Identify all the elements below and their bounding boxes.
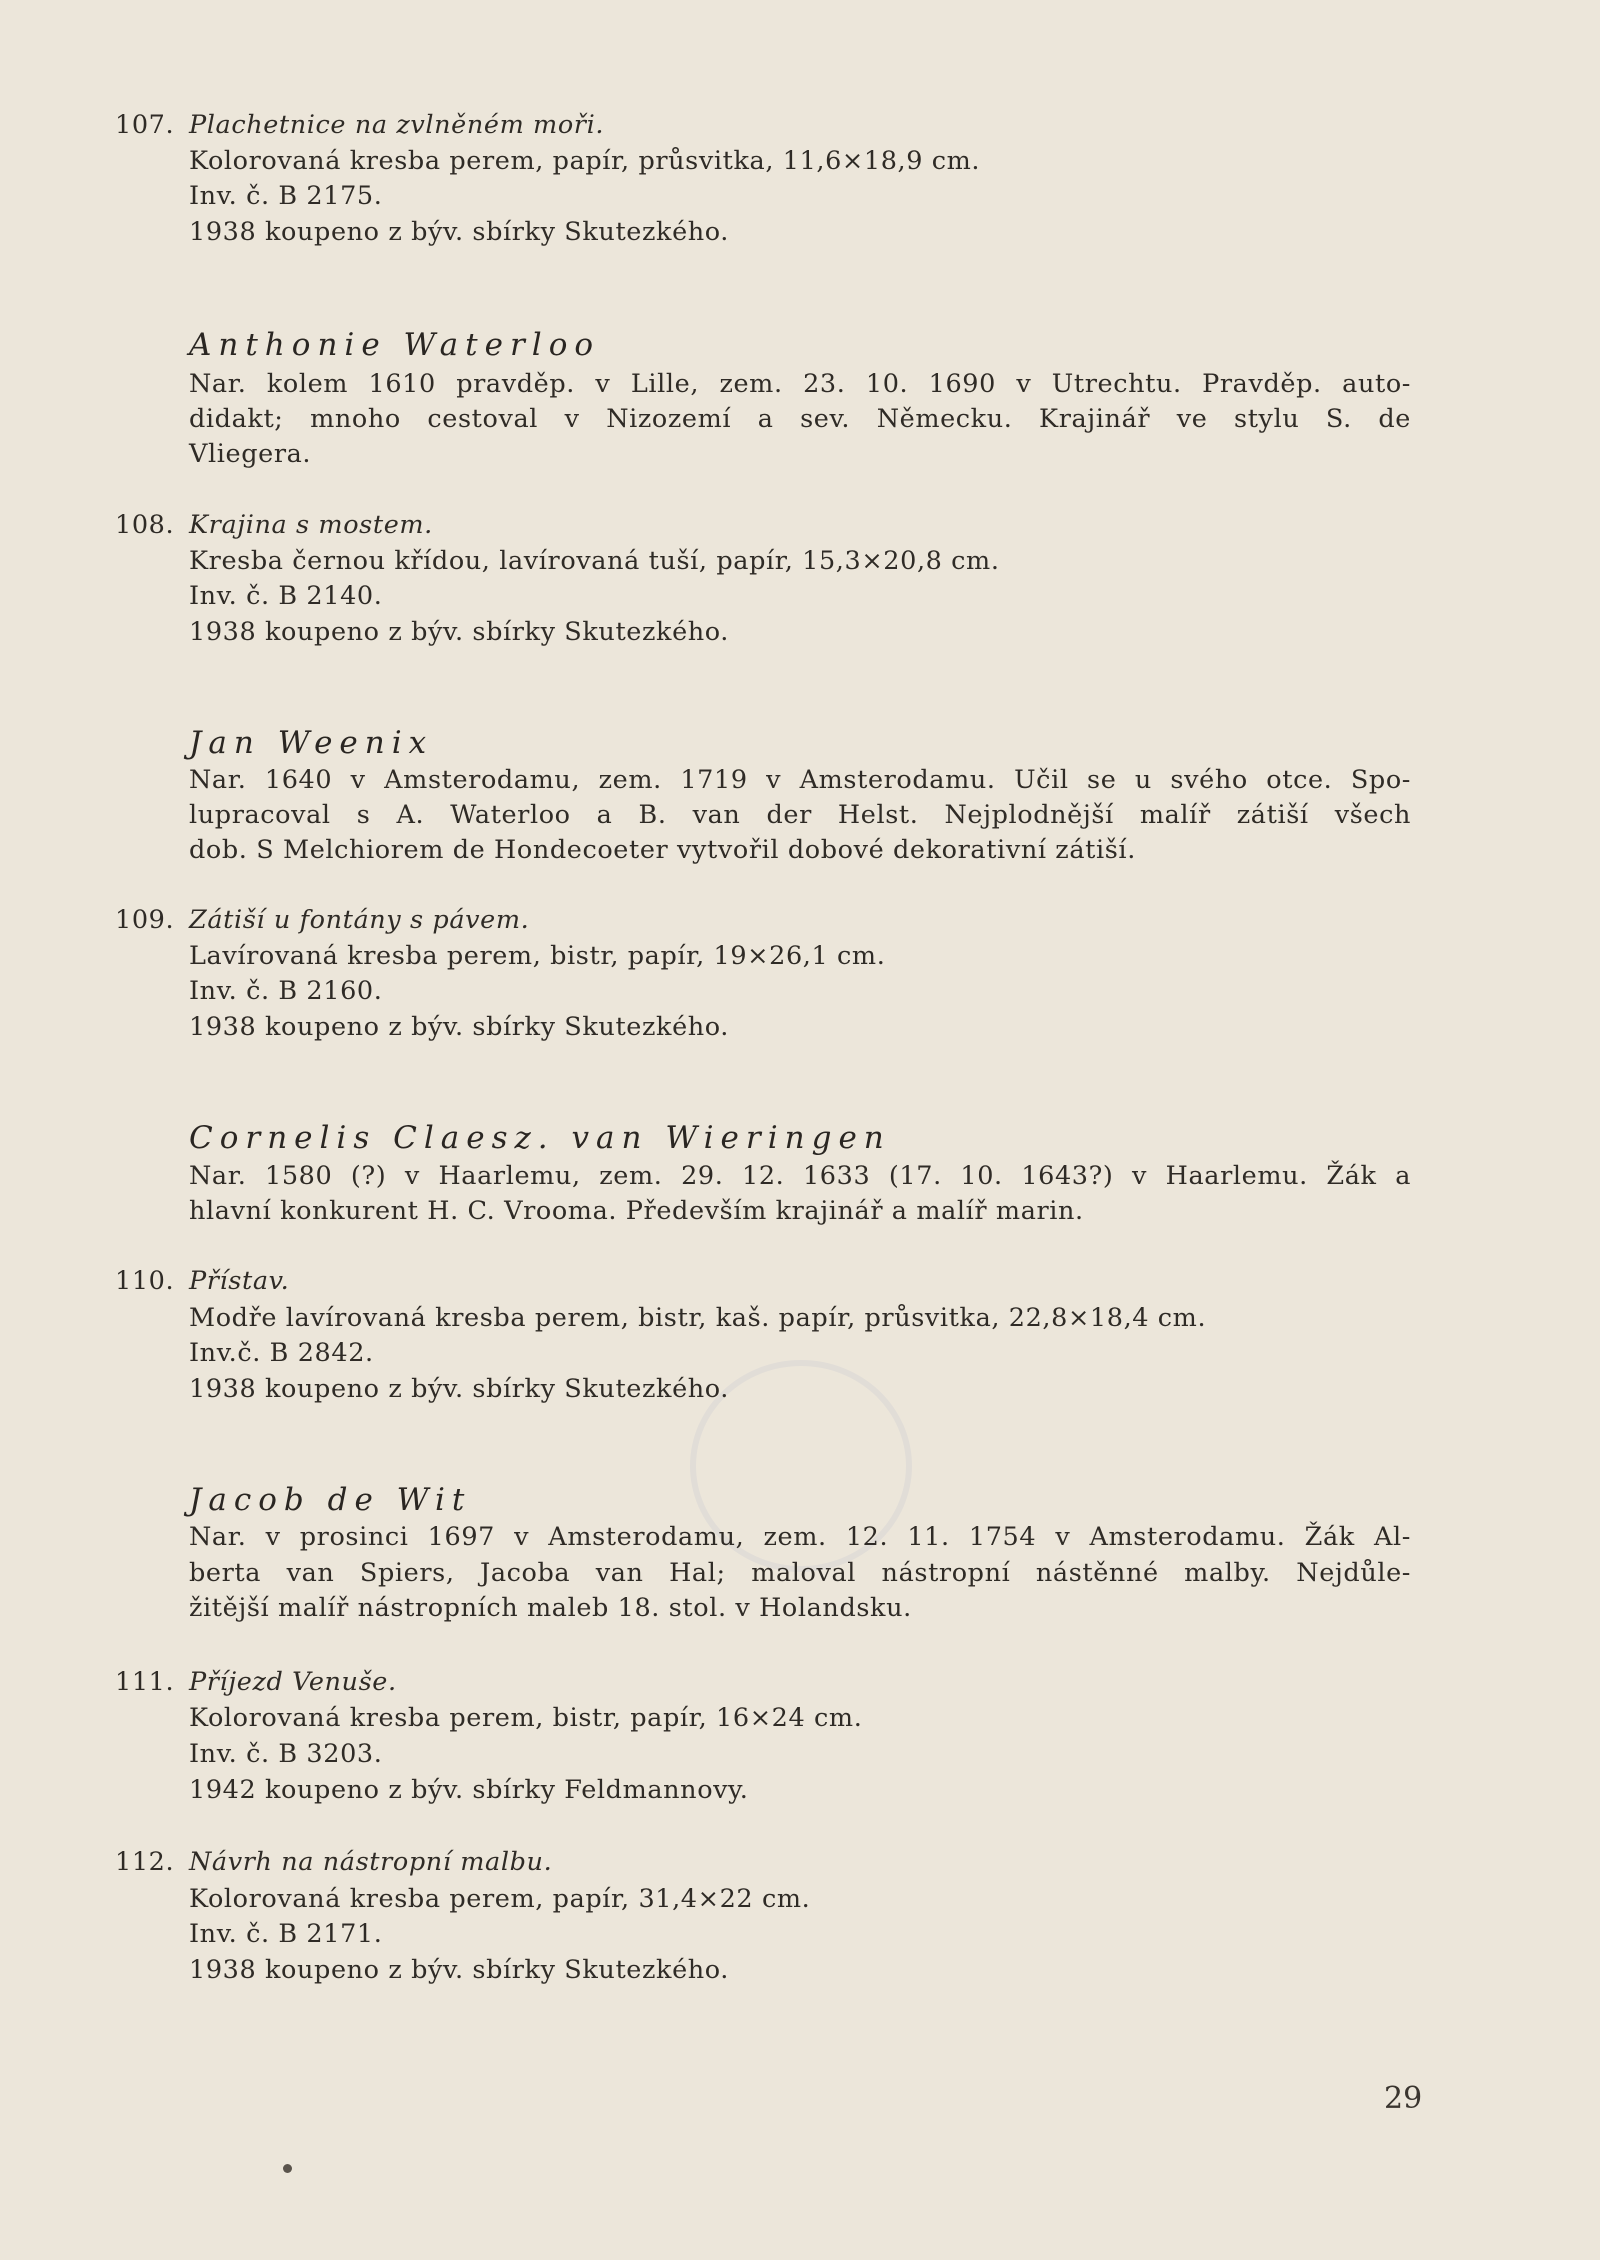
entry-inventory: Inv.č. B 2842.: [189, 1338, 374, 1368]
artist-bio-line: Nar. kolem 1610 pravděp. v Lille, zem. 23. 10. 1690 v Utrechtu. Pravděp. auto-: [189, 369, 1411, 399]
entry-title: Plachetnice na zvlněném moři.: [189, 110, 605, 140]
entry-provenance: 1938 koupeno z býv. sbírky Skutezkého.: [189, 1374, 729, 1404]
entry-title: Zátiší u fontány s pávem.: [189, 905, 530, 935]
entry-number: 108.: [115, 510, 175, 540]
entry-provenance: 1942 koupeno z býv. sbírky Feldmannovy.: [189, 1775, 749, 1805]
entry-number: 110.: [115, 1266, 175, 1296]
artist-bio-line: Nar. 1640 v Amsterodamu, zem. 1719 v Amsterodamu. Učil se u svého otce. Spo-: [189, 765, 1411, 795]
entry-provenance: 1938 koupeno z býv. sbírky Skutezkého.: [189, 617, 729, 647]
entry-provenance: 1938 koupeno z býv. sbírky Skutezkého.: [189, 217, 729, 247]
entry-inventory: Inv. č. B 2160.: [189, 976, 383, 1006]
artist-bio-line: dob. S Melchiorem de Hondecoeter vytvořil dobové dekorativní zátiší.: [189, 835, 1136, 865]
entry-inventory: Inv. č. B 2140.: [189, 581, 383, 611]
artist-bio-line: berta van Spiers, Jacoba van Hal; maloval nástropní nástěnné malby. Nejdůle-: [189, 1558, 1411, 1588]
entry-provenance: 1938 koupeno z býv. sbírky Skutezkého.: [189, 1012, 729, 1042]
entry-medium: Lavírovaná kresba perem, bistr, papír, 19×26,1 cm.: [189, 941, 886, 971]
artist-name: Jacob de Wit: [189, 1482, 472, 1518]
entry-title: Přístav.: [189, 1266, 290, 1296]
entry-title: Krajina s mostem.: [189, 510, 433, 540]
artist-name: Cornelis Claesz. van Wieringen: [189, 1120, 891, 1156]
artist-bio-line: lupracoval s A. Waterloo a B. van der Helst. Nejplodnější malíř zátiší všech: [189, 800, 1411, 830]
entry-number: 109.: [115, 905, 175, 935]
entry-medium: Kolorovaná kresba perem, papír, 31,4×22 cm.: [189, 1884, 811, 1914]
artist-bio-line: Nar. v prosinci 1697 v Amsterodamu, zem. 12. 11. 1754 v Amsterodamu. Žák Al-: [189, 1522, 1411, 1552]
entry-number: 112.: [115, 1847, 175, 1877]
entry-provenance: 1938 koupeno z býv. sbírky Skutezkého.: [189, 1955, 729, 1985]
artist-name: Jan Weenix: [189, 725, 434, 761]
entry-title: Návrh na nástropní malbu.: [189, 1847, 553, 1877]
entry-title: Příjezd Venuše.: [189, 1667, 397, 1697]
entry-number: 111.: [115, 1667, 175, 1697]
entry-inventory: Inv. č. B 2175.: [189, 181, 383, 211]
entry-medium: Kresba černou křídou, lavírovaná tuší, papír, 15,3×20,8 cm.: [189, 546, 1000, 576]
artist-bio-line: Nar. 1580 (?) v Haarlemu, zem. 29. 12. 1633 (17. 10. 1643?) v Haarlemu. Žák a: [189, 1161, 1411, 1191]
entry-inventory: Inv. č. B 2171.: [189, 1919, 383, 1949]
entry-medium: Modře lavírovaná kresba perem, bistr, kaš. papír, průsvitka, 22,8×18,4 cm.: [189, 1303, 1207, 1333]
artist-bio-line: Vliegera.: [189, 439, 312, 469]
artist-name: Anthonie Waterloo: [189, 327, 601, 363]
artist-bio-line: hlavní konkurent H. C. Vrooma. Především krajinář a malíř marin.: [189, 1196, 1084, 1226]
entry-inventory: Inv. č. B 3203.: [189, 1739, 383, 1769]
ink-speck: [283, 2164, 292, 2173]
artist-bio-line: didakt; mnoho cestoval v Nizozemí a sev. Německu. Krajinář ve stylu S. de: [189, 404, 1411, 434]
artist-bio-line: žitější malíř nástropních maleb 18. stol. v Holandsku.: [189, 1593, 912, 1623]
entry-number: 107.: [115, 110, 175, 140]
entry-medium: Kolorovaná kresba perem, papír, průsvitka, 11,6×18,9 cm.: [189, 146, 981, 176]
entry-medium: Kolorovaná kresba perem, bistr, papír, 16×24 cm.: [189, 1703, 863, 1733]
page-number: 29: [1384, 2081, 1423, 2116]
